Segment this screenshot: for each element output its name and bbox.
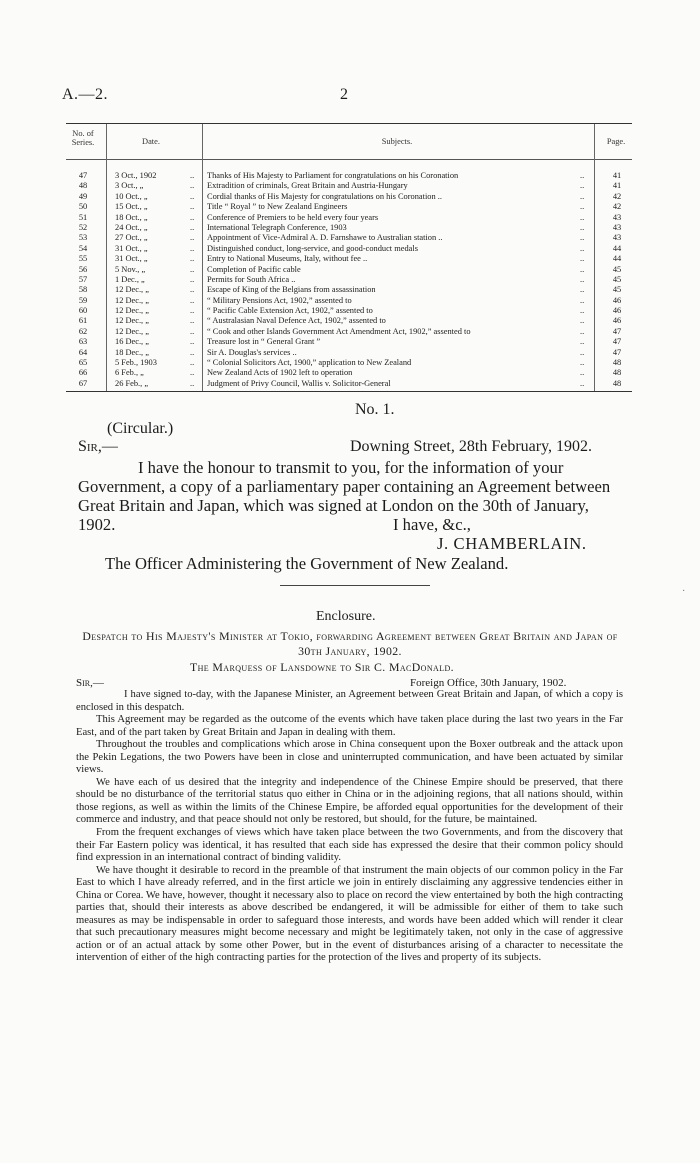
leader-dots: .. bbox=[580, 191, 585, 201]
despatch-title: Despatch to His Majesty's Minister at Tokio, forwarding Agreement between Great Britain and Japan of 30th January, 1902. bbox=[82, 629, 618, 658]
series-number: 59 bbox=[78, 295, 88, 305]
date-cell: 12 Dec., „ bbox=[115, 295, 149, 305]
page-cell: 43 bbox=[612, 233, 622, 243]
leader-dots: .. bbox=[580, 254, 585, 264]
paragraph: We have each of us desired that the integrity and independence of the Chinese Empire should be preserved, that there should be no disturbance of the territorial status quo either in China or in the adjoining regions, that all nations should, within those regions, as well as within the limits of the Chinese Empire, be afforded equal opportunities for the development of their commerce and industry, and that peace should not only be restored, but should, for the future, be maintained. bbox=[76, 776, 623, 826]
addressee: The Officer Administering the Government of New Zealand. bbox=[105, 554, 509, 573]
enclosure-body bbox=[76, 689, 623, 965]
salutation: Sir,— bbox=[78, 438, 118, 455]
leader-dots: .. bbox=[190, 358, 195, 368]
subject-cell: Extradition of criminals, Great Britain and Austria-Hungary bbox=[207, 181, 408, 191]
page-cell: 47 bbox=[612, 326, 622, 336]
page-cell: 43 bbox=[612, 212, 622, 222]
page-cell: 41 bbox=[612, 181, 622, 191]
subject-cell: Conference of Premiers to be held every four years bbox=[207, 212, 379, 222]
series-number: 67 bbox=[78, 378, 88, 388]
date-cell: 16 Dec., „ bbox=[115, 337, 149, 347]
table-row bbox=[66, 337, 632, 347]
page-cell: 48 bbox=[612, 358, 622, 368]
leader-dots: .. bbox=[580, 264, 585, 274]
page-cell: 48 bbox=[612, 378, 622, 388]
series-number: 49 bbox=[78, 191, 88, 201]
subject-cell: Completion of Pacific cable bbox=[207, 264, 301, 274]
series-number: 60 bbox=[78, 306, 88, 316]
date-cell: 1 Dec., „ bbox=[115, 274, 145, 284]
page-cell: 46 bbox=[612, 306, 622, 316]
series-number: 56 bbox=[78, 264, 88, 274]
leader-dots: .. bbox=[580, 295, 585, 305]
letter-line: Great Britain and Japan, which was signed at London on the 30th of January, bbox=[78, 496, 589, 515]
date-cell: 12 Dec., „ bbox=[115, 316, 149, 326]
series-number: 51 bbox=[78, 212, 88, 222]
subject-cell: Judgment of Privy Council, Wallis v. Solicitor-General bbox=[207, 378, 391, 388]
leader-dots: .. bbox=[190, 306, 195, 316]
letter-line: I have the honour to transmit to you, for the information of your bbox=[138, 458, 564, 477]
letter-line: Government, a copy of a parliamentary paper containing an Agreement between bbox=[78, 477, 611, 496]
page-cell: 45 bbox=[612, 264, 622, 274]
date-cell: 10 Oct., „ bbox=[115, 191, 148, 201]
table-row bbox=[66, 244, 632, 254]
series-number: 53 bbox=[78, 233, 88, 243]
table-row bbox=[66, 316, 632, 326]
series-number: 55 bbox=[78, 254, 88, 264]
page-reference: A.—2. bbox=[62, 86, 109, 103]
table-row bbox=[66, 171, 632, 181]
leader-dots: .. bbox=[580, 212, 585, 222]
date-cell: 31 Oct., „ bbox=[115, 254, 148, 264]
page-cell: 46 bbox=[612, 295, 622, 305]
page-cell: 41 bbox=[612, 171, 622, 180]
header-divider bbox=[66, 159, 632, 160]
leader-dots: .. bbox=[190, 171, 195, 180]
leader-dots: .. bbox=[190, 347, 195, 357]
leader-dots: .. bbox=[190, 285, 195, 295]
subject-cell: New Zealand Acts of 1902 left to operation bbox=[207, 368, 353, 378]
subject-cell: Escape of King of the Belgians from assassination bbox=[207, 285, 376, 295]
leader-dots: .. bbox=[580, 306, 585, 316]
margin-mark: · bbox=[682, 586, 686, 597]
page-number: 2 bbox=[340, 86, 348, 103]
page-cell: 44 bbox=[612, 254, 622, 264]
table-row bbox=[66, 223, 632, 233]
table-row bbox=[66, 233, 632, 243]
table-row bbox=[66, 192, 632, 202]
date-cell: 5 Nov., „ bbox=[115, 264, 146, 274]
leader-dots: .. bbox=[580, 233, 585, 243]
leader-dots: .. bbox=[580, 368, 585, 378]
page-cell: 45 bbox=[612, 285, 622, 295]
series-number: 61 bbox=[78, 316, 88, 326]
from-to-line: The Marquess of Lansdowne to Sir C. MacDonald. bbox=[190, 660, 455, 674]
table-row bbox=[66, 254, 632, 264]
leader-dots: .. bbox=[580, 243, 585, 253]
series-number: 65 bbox=[78, 358, 88, 368]
paragraph: We have thought it desirable to record in the preamble of that instrument the main objects of our common policy in the Far East to which I have already referred, and in the first article we join in entirely disclaiming any aggressive tendencies either in China or Corea. We have, however, thought it necessary also to place on record the view entertained by both the high contracting parties that, should their interests as above described be endangered, it will be admissible for either of them to take such measures as may be indispensable in order to safeguard those interests, and words have been added which will render it clear that such precautionary measures might become necessary and might be legitimately taken, not only in the case of aggressive action or of an actual attack by some other Power, but in the event of disturbances arising of a character to necessitate the intervention of either of the high contracting parties for the protection of the lives and property of its subjects. bbox=[76, 864, 623, 964]
leader-dots: .. bbox=[190, 212, 195, 222]
table-row bbox=[66, 306, 632, 316]
table-row bbox=[66, 368, 632, 378]
subject-cell: “ Colonial Solicitors Act, 1900,” application to New Zealand bbox=[207, 358, 412, 368]
enclosure-dateline: Foreign Office, 30th January, 1902. bbox=[410, 677, 567, 689]
page-cell: 48 bbox=[612, 368, 622, 378]
circular-label: (Circular.) bbox=[107, 420, 174, 437]
table-row bbox=[66, 202, 632, 212]
leader-dots: .. bbox=[580, 326, 585, 336]
section-divider bbox=[280, 585, 430, 586]
table-row bbox=[66, 265, 632, 275]
date-cell: 5 Feb., 1903 bbox=[115, 358, 157, 368]
date-cell: 12 Dec., „ bbox=[115, 306, 149, 316]
leader-dots: .. bbox=[580, 202, 585, 212]
letter-line: 1902. bbox=[78, 515, 116, 534]
column-header-page: Page. bbox=[606, 137, 626, 146]
letter-number: No. 1. bbox=[355, 401, 395, 418]
leader-dots: .. bbox=[580, 347, 585, 357]
paragraph: From the frequent exchanges of views which have taken place between the two Governments, and from the discovery that their Far Eastern policy was identical, it has resulted that each side has expressed the desire that their common policy should find expression in an international contract of binding validity. bbox=[76, 827, 623, 864]
leader-dots: .. bbox=[190, 316, 195, 326]
page-cell: 45 bbox=[612, 274, 622, 284]
page-cell: 43 bbox=[612, 222, 622, 232]
table-row bbox=[66, 327, 632, 337]
table-row bbox=[66, 181, 632, 191]
index-table bbox=[66, 123, 632, 392]
date-cell: 24 Oct., „ bbox=[115, 222, 148, 232]
date-cell: 15 Oct., „ bbox=[115, 202, 148, 212]
page-cell: 44 bbox=[612, 243, 622, 253]
subject-cell: International Telegraph Conference, 1903 bbox=[207, 222, 347, 232]
leader-dots: .. bbox=[580, 337, 585, 347]
series-number: 66 bbox=[78, 368, 88, 378]
leader-dots: .. bbox=[580, 171, 585, 180]
table-row bbox=[66, 296, 632, 306]
subject-cell: Thanks of His Majesty to Parliament for congratulations on his Coronation bbox=[207, 171, 459, 180]
series-number: 64 bbox=[78, 347, 88, 357]
series-number: 47 bbox=[78, 171, 88, 180]
subject-cell: “ Pacific Cable Extension Act, 1902,” assented to bbox=[207, 306, 373, 316]
page-cell: 42 bbox=[612, 202, 622, 212]
page-cell: 47 bbox=[612, 337, 622, 347]
series-number: 50 bbox=[78, 202, 88, 212]
leader-dots: .. bbox=[190, 326, 195, 336]
leader-dots: .. bbox=[190, 254, 195, 264]
page-cell: 42 bbox=[612, 191, 622, 201]
date-cell: 18 Dec., „ bbox=[115, 347, 149, 357]
leader-dots: .. bbox=[190, 191, 195, 201]
leader-dots: .. bbox=[190, 264, 195, 274]
date-cell: 18 Oct., „ bbox=[115, 212, 148, 222]
leader-dots: .. bbox=[190, 243, 195, 253]
table-row bbox=[66, 213, 632, 223]
page-cell: 47 bbox=[612, 347, 622, 357]
leader-dots: .. bbox=[580, 222, 585, 232]
closing: I have, &c., bbox=[393, 515, 471, 534]
leader-dots: .. bbox=[580, 274, 585, 284]
page-cell: 46 bbox=[612, 316, 622, 326]
subject-cell: “ Australasian Naval Defence Act, 1902,” assented to bbox=[207, 316, 386, 326]
index-rows bbox=[66, 171, 632, 389]
date-cell: 26 Feb., „ bbox=[115, 378, 149, 388]
table-row bbox=[66, 358, 632, 368]
leader-dots: .. bbox=[190, 378, 195, 388]
table-row bbox=[66, 285, 632, 295]
table-row bbox=[66, 379, 632, 389]
leader-dots: .. bbox=[190, 368, 195, 378]
leader-dots: .. bbox=[190, 222, 195, 232]
series-number: 58 bbox=[78, 285, 88, 295]
subject-cell: Permits for South Africa .. bbox=[207, 274, 296, 284]
date-cell: 3 Oct., 1902 bbox=[115, 171, 157, 180]
subject-cell: Sir A. Douglas's services .. bbox=[207, 347, 297, 357]
dateline: Downing Street, 28th February, 1902. bbox=[350, 438, 593, 455]
date-cell: 12 Dec., „ bbox=[115, 285, 149, 295]
date-cell: 31 Oct., „ bbox=[115, 243, 148, 253]
leader-dots: .. bbox=[190, 274, 195, 284]
subject-cell: Distinguished conduct, long-service, and good-conduct medals bbox=[207, 243, 418, 253]
paragraph: This Agreement may be regarded as the outcome of the events which have taken place during the last two years in the Far East, and of the part taken by Great Britain and Japan in dealing with them. bbox=[76, 714, 623, 738]
enclosure-heading: Enclosure. bbox=[316, 609, 376, 624]
paragraph: I have signed to-day, with the Japanese Minister, an Agreement between Great Britain and Japan, of which a copy is enclosed in this despatch. bbox=[76, 689, 623, 713]
series-number: 63 bbox=[78, 337, 88, 347]
column-header-subjects: Subjects. bbox=[381, 137, 413, 146]
paragraph: Throughout the troubles and complications which arose in China consequent upon the Boxer outbreak and the attack upon the Pekin Legations, the two Powers have been in close and uninterrupted communication, and have been actuated by similar views. bbox=[76, 739, 623, 776]
table-row bbox=[66, 275, 632, 285]
date-cell: 12 Dec., „ bbox=[115, 326, 149, 336]
leader-dots: .. bbox=[190, 202, 195, 212]
date-cell: 27 Oct., „ bbox=[115, 233, 148, 243]
table-row bbox=[66, 348, 632, 358]
series-number: 52 bbox=[78, 222, 88, 232]
enclosure-salutation: Sir,— bbox=[76, 677, 104, 689]
column-header-no: No. of Series. bbox=[71, 129, 95, 147]
leader-dots: .. bbox=[580, 378, 585, 388]
subject-cell: Cordial thanks of His Majesty for congratulations on his Coronation .. bbox=[207, 191, 442, 201]
leader-dots: .. bbox=[190, 181, 195, 191]
column-header-date: Date. bbox=[142, 137, 160, 146]
subject-cell: Title “ Royal ” to New Zealand Engineers bbox=[207, 202, 348, 212]
series-number: 57 bbox=[78, 274, 88, 284]
leader-dots: .. bbox=[190, 233, 195, 243]
leader-dots: .. bbox=[580, 285, 585, 295]
series-number: 48 bbox=[78, 181, 88, 191]
signature: J. CHAMBERLAIN. bbox=[437, 534, 587, 553]
leader-dots: .. bbox=[580, 181, 585, 191]
subject-cell: Entry to National Museums, Italy, without fee .. bbox=[207, 254, 368, 264]
subject-cell: “ Cook and other Islands Government Act Amendment Act, 1902,” assented to bbox=[207, 326, 471, 336]
date-cell: 6 Feb., „ bbox=[115, 368, 144, 378]
series-number: 54 bbox=[78, 243, 88, 253]
subject-cell: Treasure lost in “ General Grant ” bbox=[207, 337, 321, 347]
subject-cell: Appointment of Vice-Admiral A. D. Farnshawe to Australian station .. bbox=[207, 233, 443, 243]
subject-cell: “ Military Pensions Act, 1902,” assented to bbox=[207, 295, 352, 305]
leader-dots: .. bbox=[580, 316, 585, 326]
series-number: 62 bbox=[78, 326, 88, 336]
leader-dots: .. bbox=[190, 337, 195, 347]
leader-dots: .. bbox=[580, 358, 585, 368]
date-cell: 3 Oct., „ bbox=[115, 181, 144, 191]
leader-dots: .. bbox=[190, 295, 195, 305]
